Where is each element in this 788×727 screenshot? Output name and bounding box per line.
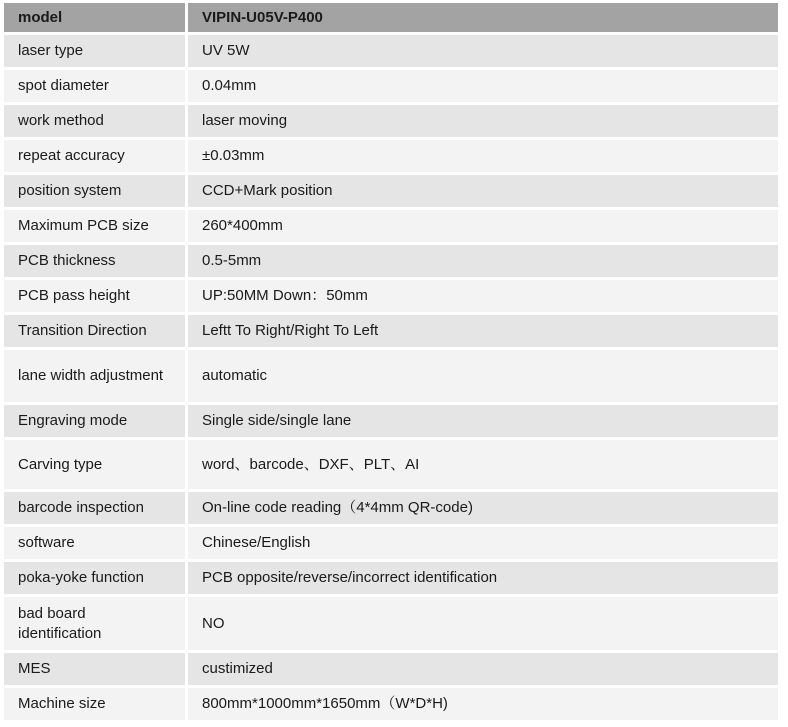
row-value-cell: On-line code reading（4*4mm QR-code) — [188, 492, 778, 524]
row-value-cell: custimized — [188, 653, 778, 685]
table-row — [4, 440, 778, 489]
row-value-cell: UP:50MM Down：50mm — [188, 280, 778, 312]
row-value-cell: 260*400mm — [188, 210, 778, 242]
spec-table — [1, 0, 781, 723]
row-value-cell: NO — [188, 597, 778, 650]
table-row — [4, 140, 778, 172]
table-row — [4, 245, 778, 277]
table-row — [4, 527, 778, 559]
row-key-cell: Engraving mode — [4, 405, 185, 437]
row-key-cell: repeat accuracy — [4, 140, 185, 172]
row-key-cell: lane width adjustment — [4, 350, 185, 402]
row-value-cell: Leftt To Right/Right To Left — [188, 315, 778, 347]
table-row — [4, 597, 778, 650]
row-value-cell: laser moving — [188, 105, 778, 137]
row-value-cell: 0.5-5mm — [188, 245, 778, 277]
table-row — [4, 350, 778, 402]
row-value-cell: automatic — [188, 350, 778, 402]
row-key-cell: bad board identification — [4, 597, 185, 650]
row-value-cell: 800mm*1000mm*1650mm（W*D*H) — [188, 688, 778, 720]
table-header-row — [4, 3, 778, 32]
table-row — [4, 492, 778, 524]
table-row — [4, 315, 778, 347]
table-row — [4, 70, 778, 102]
row-key-cell: Machine size — [4, 688, 185, 720]
table-row — [4, 210, 778, 242]
table-row — [4, 653, 778, 685]
row-key-cell: laser type — [4, 35, 185, 67]
row-key-cell: PCB thickness — [4, 245, 185, 277]
row-value-cell: Single side/single lane — [188, 405, 778, 437]
table-row — [4, 562, 778, 594]
row-key-cell: position system — [4, 175, 185, 207]
table-row — [4, 175, 778, 207]
header-value-cell: VIPIN-U05V-P400 — [188, 3, 778, 32]
row-value-cell: UV 5W — [188, 35, 778, 67]
row-key-cell: Transition Direction — [4, 315, 185, 347]
row-value-cell: ±0.03mm — [188, 140, 778, 172]
row-key-cell: spot diameter — [4, 70, 185, 102]
row-value-cell: CCD+Mark position — [188, 175, 778, 207]
row-value-cell: 0.04mm — [188, 70, 778, 102]
table-row — [4, 105, 778, 137]
row-key-cell: Maximum PCB size — [4, 210, 185, 242]
row-key-cell: Carving type — [4, 440, 185, 489]
row-key-cell: PCB pass height — [4, 280, 185, 312]
row-key-cell: MES — [4, 653, 185, 685]
row-value-cell: Chinese/English — [188, 527, 778, 559]
table-row — [4, 35, 778, 67]
row-value-cell: PCB opposite/reverse/incorrect identification — [188, 562, 778, 594]
row-key-cell: software — [4, 527, 185, 559]
header-key-cell: model — [4, 3, 185, 32]
table-row — [4, 688, 778, 720]
row-key-cell: barcode inspection — [4, 492, 185, 524]
table-row — [4, 405, 778, 437]
row-key-cell: poka-yoke function — [4, 562, 185, 594]
row-value-cell: word、barcode、DXF、PLT、AI — [188, 440, 778, 489]
row-key-cell: work method — [4, 105, 185, 137]
table-row — [4, 280, 778, 312]
